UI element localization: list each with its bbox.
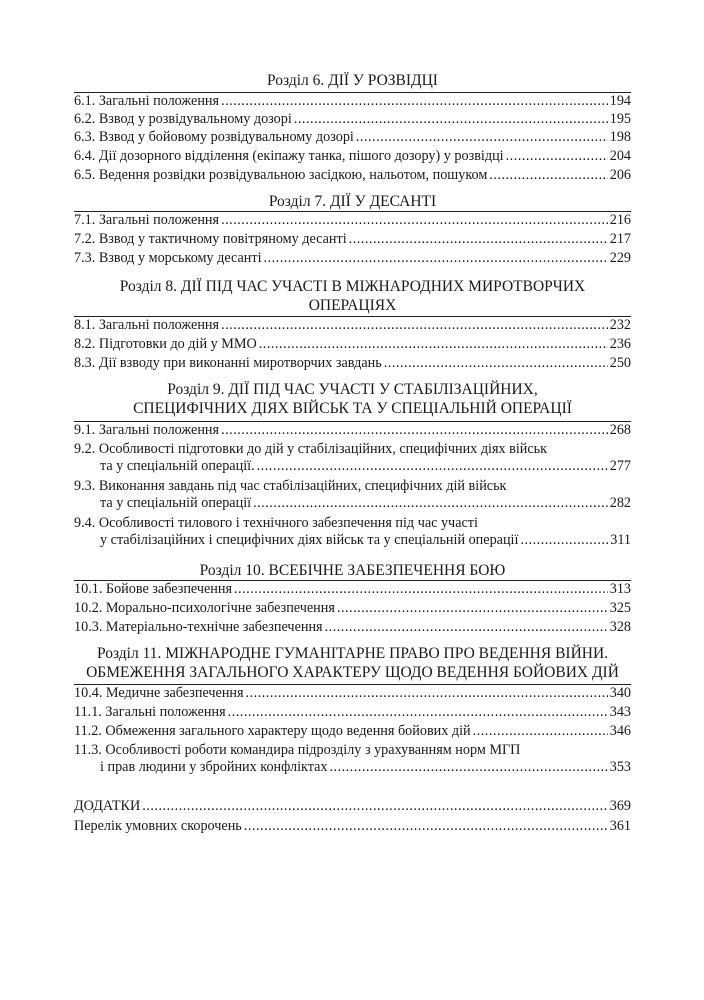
toc-entry-title: 8.3. Дії взводу при виконанні миротворчих завдань — [74, 355, 382, 371]
dot-leader — [325, 619, 608, 636]
toc-entry-page: 340 — [609, 685, 631, 701]
toc-entry-line — [74, 581, 631, 598]
section-heading: СПЕЦИФІЧНИХ ДІЯХ ВІЙСЬК ТА У СПЕЦІАЛЬНІЙ ОПЕРАЦІЇ — [133, 400, 572, 417]
toc-entry-page: 268 — [609, 422, 631, 438]
section-heading: Розділ 6. ДІЇ У РОЗВІДЦІ — [267, 72, 438, 89]
toc-entry[interactable] — [74, 798, 631, 815]
toc-entry-line — [74, 600, 631, 617]
toc-entry-line — [74, 798, 631, 815]
toc-entry-title: Перелік умовних скорочень — [74, 818, 242, 834]
toc-entry-page: 313 — [609, 581, 631, 597]
toc-entry-page: 216 — [609, 212, 631, 228]
toc-entry[interactable] — [74, 478, 631, 512]
toc-entry-title: 7.3. Взвод у морському десанті — [74, 250, 262, 266]
toc-entry-line — [74, 685, 631, 702]
toc-entry-title: 11.2. Обмеження загального характеру щодо ведення бойових дій — [74, 723, 471, 739]
toc-entry[interactable] — [74, 231, 631, 248]
section-heading: Розділ 8. ДІЇ ПІД ЧАС УЧАСТІ В МІЖНАРОДНИХ МИРОТВОРЧИХ — [119, 278, 586, 295]
dot-leader — [489, 167, 607, 184]
toc-entry-title: 8.2. Підготовки до дій у ММО — [74, 336, 257, 352]
toc-entry-title: та у спеціальній операції — [100, 495, 252, 511]
toc-entry-line — [74, 231, 631, 248]
section-heading: Розділ 9. ДІЇ ПІД ЧАС УЧАСТІ У СТАБІЛІЗАЦІЙНИХ, — [167, 381, 538, 398]
toc-entry-page: 229 — [609, 250, 631, 266]
toc-entry[interactable] — [74, 704, 631, 721]
toc-entry-title: 7.2. Взвод у тактичному повітряному десанті — [74, 231, 347, 247]
toc-entry[interactable] — [74, 422, 631, 439]
toc-entry-line — [74, 129, 631, 146]
toc-entry-line — [74, 532, 631, 549]
dot-leader — [244, 818, 608, 835]
toc-entry-line — [74, 250, 631, 267]
toc-entry[interactable] — [74, 167, 631, 184]
toc-entry-page: 311 — [610, 532, 631, 548]
dot-leader — [294, 111, 608, 128]
toc-entry-page: 195 — [609, 111, 631, 127]
toc-entry-page: 328 — [609, 619, 631, 635]
toc-entry-title: 6.3. Взвод у бойовому розвідувальному дозорі — [74, 129, 354, 145]
toc-entry-title: ДОДАТКИ — [74, 798, 141, 814]
toc-entry[interactable] — [74, 129, 631, 146]
toc-entry-page: 236 — [609, 336, 631, 352]
toc-entry[interactable] — [74, 723, 631, 740]
toc-entry-line — [74, 167, 631, 184]
toc-entry-line — [74, 111, 631, 128]
toc-entry-title: 9.3. Виконання завдань під час стабілізаційних, специфічних дій військ — [74, 478, 507, 494]
toc-entry-page: 194 — [609, 93, 631, 109]
toc-entry[interactable] — [74, 515, 631, 549]
toc-entry-page: 282 — [609, 495, 631, 511]
toc-entry-page: 204 — [609, 148, 631, 164]
dot-leader — [473, 723, 608, 740]
toc-entry-title: 10.3. Матеріально-технічне забезпечення — [74, 619, 323, 635]
dot-leader — [253, 495, 608, 512]
toc-entry[interactable] — [74, 336, 631, 353]
toc-entry-page: 198 — [609, 129, 631, 145]
section-heading: ОБМЕЖЕННЯ ЗАГАЛЬНОГО ХАРАКТЕРУ ЩОДО ВЕДЕННЯ БОЙОВИХ ДІЙ — [86, 664, 619, 681]
dot-leader — [356, 129, 608, 146]
section-heading: Розділ 10. ВСЕБІЧНЕ ЗАБЕЗПЕЧЕННЯ БОЮ — [199, 562, 506, 579]
toc-entry[interactable] — [74, 619, 631, 636]
toc-entry-title: 9.4. Особливості тилового і технічного забезпечення під час участі — [74, 515, 478, 531]
toc-entry[interactable] — [74, 93, 631, 110]
toc-entry-title: 10.4. Медичне забезпечення — [74, 685, 244, 701]
toc-entry-line — [74, 759, 631, 776]
toc-entry-title: у стабілізаційних і специфічних діях військ та у спеціальній операції — [100, 532, 519, 548]
toc-entry-page: 369 — [609, 798, 631, 814]
dot-leader — [329, 759, 607, 776]
toc-entry-line — [74, 515, 631, 532]
dot-leader — [234, 581, 608, 598]
dot-leader — [349, 231, 608, 248]
toc-entry[interactable] — [74, 685, 631, 702]
toc-entry[interactable] — [74, 212, 631, 229]
toc-entry-title: 6.5. Ведення розвідки розвідувальною засідкою, нальотом, пошуком — [74, 167, 488, 183]
toc-entry-line — [74, 723, 631, 740]
section-heading: Розділ 7. ДІЇ У ДЕСАНТІ — [268, 193, 437, 210]
toc-entry-page: 232 — [609, 317, 631, 333]
toc-entry-line — [74, 818, 631, 835]
toc-entry[interactable] — [74, 250, 631, 267]
dot-leader — [384, 355, 608, 372]
toc-entry-line — [74, 742, 631, 759]
toc-entry-page: 361 — [609, 818, 631, 834]
toc-entry[interactable] — [74, 742, 631, 776]
dot-leader — [221, 317, 608, 334]
toc-entry[interactable] — [74, 581, 631, 598]
section-heading: Розділ 11. МІЖНАРОДНЕ ГУМАНІТАРНЕ ПРАВО ПРО ВЕДЕННЯ ВІЙНИ. — [96, 645, 609, 662]
toc-entry-title: 10.1. Бойове забезпечення — [74, 581, 232, 597]
section-heading: ОПЕРАЦІЯХ — [308, 297, 397, 314]
toc-entry[interactable] — [74, 818, 631, 835]
dot-leader — [221, 422, 608, 439]
toc-entry-title: та у спеціальній операції. — [100, 458, 255, 474]
dot-leader — [142, 798, 607, 815]
toc-entry-line — [74, 495, 631, 512]
toc-entry-title: 6.4. Дії дозорного відділення (екіпажу танка, пішого дозору) у розвідці — [74, 148, 504, 164]
toc-entry-page: 346 — [609, 723, 631, 739]
toc-entry-title: 7.1. Загальні положення — [74, 212, 220, 228]
dot-leader — [257, 458, 608, 475]
dot-leader — [221, 93, 608, 110]
dot-leader — [259, 336, 608, 353]
toc-entry-title: 6.2. Взвод у розвідувальному дозорі — [74, 111, 292, 127]
toc-entry-line — [74, 212, 631, 229]
toc-entry[interactable] — [74, 317, 631, 334]
toc-entry-title: 11.1. Загальні положення — [74, 704, 226, 720]
toc-entry-page: 277 — [609, 458, 631, 474]
toc-entry-line — [74, 619, 631, 636]
dot-leader — [337, 600, 608, 617]
toc-entry-title: 6.1. Загальні положення — [74, 93, 220, 109]
toc-entry-line — [74, 478, 631, 495]
toc-entry-page: 325 — [609, 600, 631, 616]
toc-entry[interactable] — [74, 111, 631, 128]
toc-entry-line — [74, 458, 631, 475]
toc-entry-line — [74, 148, 631, 165]
toc-entry-title: 8.1. Загальні положення — [74, 317, 220, 333]
toc-entry-title: 9.1. Загальні положення — [74, 422, 220, 438]
toc-entry-page: 353 — [609, 759, 631, 775]
toc-entry-title: 10.2. Морально-психологічне забезпечення — [74, 600, 335, 616]
dot-leader — [228, 704, 608, 721]
dot-leader — [264, 250, 608, 267]
toc-entry-line — [74, 355, 631, 372]
dot-leader — [246, 685, 608, 702]
toc-entry-page: 250 — [609, 355, 631, 371]
toc-entry-page: 206 — [609, 167, 631, 183]
toc-entry-line — [74, 422, 631, 439]
toc-entry-page: 343 — [609, 704, 631, 720]
toc-entry-page: 217 — [609, 231, 631, 247]
toc-entry-line — [74, 336, 631, 353]
toc-entry-line — [74, 93, 631, 110]
toc-entry-title: 11.3. Особливості роботи командира підрозділу з урахуванням норм МГП — [74, 742, 521, 758]
dot-leader — [520, 532, 608, 549]
toc-entry-title: і прав людини у збройних конфліктах — [100, 759, 328, 775]
toc-entry-line — [74, 317, 631, 334]
dot-leader — [506, 148, 608, 165]
toc-entry-title: 9.2. Особливості підготовки до дій у стабілізаційних, специфічних діях військ — [74, 441, 548, 457]
dot-leader — [221, 212, 608, 229]
toc-entry[interactable] — [74, 600, 631, 617]
toc-entry[interactable] — [74, 148, 631, 165]
toc-entry-line — [74, 704, 631, 721]
toc-entry[interactable] — [74, 441, 631, 475]
toc-entry-line — [74, 441, 631, 458]
toc-entry[interactable] — [74, 355, 631, 372]
